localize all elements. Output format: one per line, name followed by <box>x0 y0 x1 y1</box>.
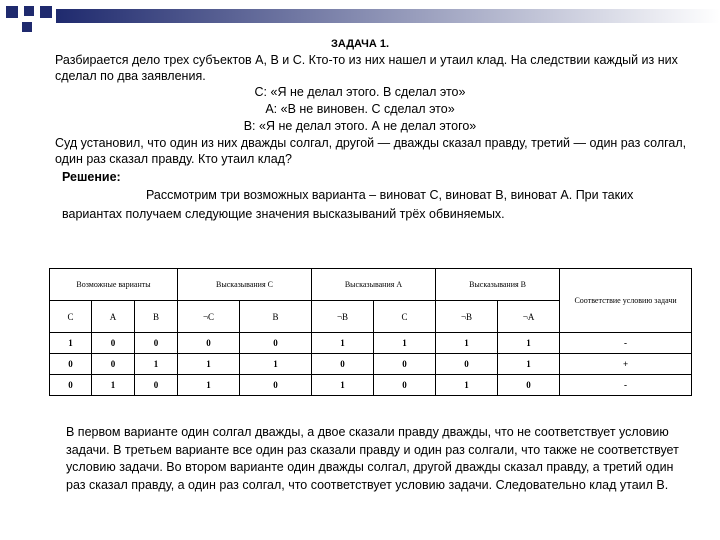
table-cell: 1 <box>92 375 135 396</box>
intro-paragraph: Разбирается дело трех субъектов А, В и С. Кто-то из них нашел и утаил клад. На следствии каждый из них сделал по два заявления. <box>55 53 678 83</box>
table-cell: 0 <box>498 375 560 396</box>
table-cell: + <box>560 354 692 375</box>
subheader-cell: В <box>240 301 312 333</box>
table-cell: 0 <box>240 375 312 396</box>
table-cell: 0 <box>312 354 374 375</box>
subheader-cell: ¬В <box>312 301 374 333</box>
statement-c: С: «Я не делал этого. В сделал это» <box>254 85 466 99</box>
table-cell: 1 <box>498 354 560 375</box>
table-cell: - <box>560 333 692 354</box>
header-statements-a: Высказывания А <box>312 269 436 301</box>
table-cell: 1 <box>135 354 178 375</box>
table-cell: 1 <box>374 333 436 354</box>
table-cell: 1 <box>436 375 498 396</box>
table-row <box>50 354 692 375</box>
header-decoration <box>0 0 720 40</box>
deco-square <box>40 6 52 18</box>
subheader-cell: В <box>135 301 178 333</box>
table-cell: 0 <box>240 333 312 354</box>
table-cell: 1 <box>436 333 498 354</box>
header-variants: Возможные варианты <box>50 269 178 301</box>
statement-a: А: «В не виновен. С сделал это» <box>265 102 455 116</box>
table-cell: 1 <box>240 354 312 375</box>
deco-square <box>6 6 18 18</box>
solution-text-content: Рассмотрим три возможных варианта – виноват С, виноват В, виноват А. При таких вариантах получаем следующие значения высказываний трёх обвиняемых. <box>62 188 634 221</box>
table-cell: 0 <box>135 375 178 396</box>
table-cell: 1 <box>178 354 240 375</box>
table-row <box>50 375 692 396</box>
table-cell: 0 <box>50 354 92 375</box>
table-cell: 1 <box>498 333 560 354</box>
ruling-paragraph: Суд установил, что один из них дважды солгал, другой — дважды сказал правду, третий — один раз солгал, один раз сказал правду. Кто утаил клад? <box>55 136 687 166</box>
deco-square <box>22 22 32 32</box>
table-cell: 0 <box>436 354 498 375</box>
header-statements-b: Высказывания В <box>436 269 560 301</box>
table-cell: 0 <box>178 333 240 354</box>
gradient-bar <box>56 9 720 23</box>
page-title: ЗАДАЧА 1. <box>330 38 390 50</box>
statement-b: В: «Я не делал этого. А не делал этого» <box>243 119 477 133</box>
table-cell: 1 <box>312 333 374 354</box>
conclusion-paragraph: В первом варианте один солгал дважды, а двое сказали правду дважды, что не соответствует условию задачи. В третьем варианте все один раз сказали правду и один раз солгали, что также не соответствует условию задачи. Во втором варианте один дважды солгал, другой дважды сказал правду, а третий один раз сказал правду, а один раз солгал, что соответствует условию задачи. Следовательно клад утаил В. <box>66 425 679 492</box>
subheader-cell: С <box>374 301 436 333</box>
table-cell: - <box>560 375 692 396</box>
header-conformity: Соответствие условию задачи <box>560 269 692 333</box>
subheader-cell: С <box>50 301 92 333</box>
subheader-cell: ¬В <box>436 301 498 333</box>
deco-square <box>24 6 34 16</box>
subheader-cell: ¬А <box>498 301 560 333</box>
table-cell: 1 <box>178 375 240 396</box>
table-cell: 0 <box>92 333 135 354</box>
table-cell: 0 <box>92 354 135 375</box>
table-cell: 0 <box>50 375 92 396</box>
header-statements-c: Высказывания С <box>178 269 312 301</box>
solution-label: Решение: <box>62 170 121 184</box>
table-cell: 0 <box>135 333 178 354</box>
truth-table <box>49 268 692 396</box>
subheader-cell: ¬С <box>178 301 240 333</box>
solution-text <box>62 186 662 224</box>
table-cell: 0 <box>374 354 436 375</box>
table-cell: 0 <box>374 375 436 396</box>
table-row <box>50 333 692 354</box>
table-cell: 1 <box>50 333 92 354</box>
subheader-cell: А <box>92 301 135 333</box>
table-cell: 1 <box>312 375 374 396</box>
